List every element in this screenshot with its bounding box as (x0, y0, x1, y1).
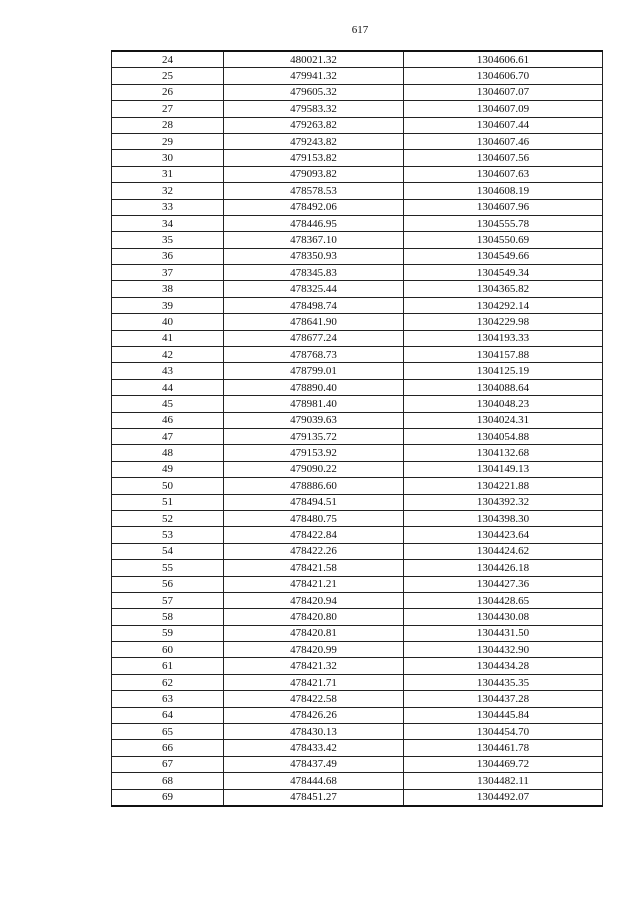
table-row (112, 592, 603, 608)
point-number-cell: 56 (112, 576, 224, 592)
point-number-cell: 50 (112, 478, 224, 494)
y-coordinate-cell: 1304555.78 (404, 215, 603, 231)
y-coordinate-cell: 1304492.07 (404, 789, 603, 806)
x-coordinate-cell: 479941.32 (224, 68, 404, 84)
y-coordinate-cell: 1304193.33 (404, 330, 603, 346)
x-coordinate-cell: 478492.06 (224, 199, 404, 215)
y-coordinate-cell: 1304549.34 (404, 265, 603, 281)
coordinates-table-body (112, 51, 603, 806)
point-number-cell: 26 (112, 84, 224, 100)
table-row (112, 51, 603, 68)
y-coordinate-cell: 1304469.72 (404, 756, 603, 772)
table-row (112, 527, 603, 543)
x-coordinate-cell: 478890.40 (224, 379, 404, 395)
y-coordinate-cell: 1304125.19 (404, 363, 603, 379)
y-coordinate-cell: 1304432.90 (404, 642, 603, 658)
point-number-cell: 42 (112, 347, 224, 363)
table-row (112, 773, 603, 789)
x-coordinate-cell: 478325.44 (224, 281, 404, 297)
point-number-cell: 63 (112, 691, 224, 707)
y-coordinate-cell: 1304608.19 (404, 183, 603, 199)
table-row (112, 560, 603, 576)
coordinates-table (111, 50, 603, 807)
table-row (112, 379, 603, 395)
y-coordinate-cell: 1304157.88 (404, 347, 603, 363)
y-coordinate-cell: 1304088.64 (404, 379, 603, 395)
x-coordinate-cell: 479605.32 (224, 84, 404, 100)
y-coordinate-cell: 1304454.70 (404, 724, 603, 740)
y-coordinate-cell: 1304607.07 (404, 84, 603, 100)
table-row (112, 707, 603, 723)
table-row (112, 199, 603, 215)
table-row (112, 232, 603, 248)
point-number-cell: 67 (112, 756, 224, 772)
x-coordinate-cell: 478420.99 (224, 642, 404, 658)
x-coordinate-cell: 478498.74 (224, 297, 404, 313)
y-coordinate-cell: 1304132.68 (404, 445, 603, 461)
point-number-cell: 51 (112, 494, 224, 510)
y-coordinate-cell: 1304292.14 (404, 297, 603, 313)
point-number-cell: 25 (112, 68, 224, 84)
y-coordinate-cell: 1304392.32 (404, 494, 603, 510)
x-coordinate-cell: 478420.81 (224, 625, 404, 641)
x-coordinate-cell: 478451.27 (224, 789, 404, 806)
x-coordinate-cell: 478421.21 (224, 576, 404, 592)
table-row (112, 789, 603, 806)
x-coordinate-cell: 478433.42 (224, 740, 404, 756)
x-coordinate-cell: 478480.75 (224, 510, 404, 526)
y-coordinate-cell: 1304054.88 (404, 428, 603, 444)
x-coordinate-cell: 478446.95 (224, 215, 404, 231)
table-row (112, 756, 603, 772)
table-row (112, 625, 603, 641)
table-row (112, 543, 603, 559)
y-coordinate-cell: 1304229.98 (404, 314, 603, 330)
y-coordinate-cell: 1304048.23 (404, 396, 603, 412)
x-coordinate-cell: 479263.82 (224, 117, 404, 133)
x-coordinate-cell: 478350.93 (224, 248, 404, 264)
y-coordinate-cell: 1304606.61 (404, 51, 603, 68)
point-number-cell: 27 (112, 101, 224, 117)
table-row (112, 642, 603, 658)
x-coordinate-cell: 480021.32 (224, 51, 404, 68)
table-row (112, 691, 603, 707)
x-coordinate-cell: 478420.80 (224, 609, 404, 625)
x-coordinate-cell: 478641.90 (224, 314, 404, 330)
point-number-cell: 41 (112, 330, 224, 346)
table-row (112, 412, 603, 428)
point-number-cell: 68 (112, 773, 224, 789)
y-coordinate-cell: 1304607.63 (404, 166, 603, 182)
y-coordinate-cell: 1304430.08 (404, 609, 603, 625)
y-coordinate-cell: 1304607.44 (404, 117, 603, 133)
x-coordinate-cell: 478886.60 (224, 478, 404, 494)
y-coordinate-cell: 1304461.78 (404, 740, 603, 756)
point-number-cell: 49 (112, 461, 224, 477)
point-number-cell: 28 (112, 117, 224, 133)
table-row (112, 478, 603, 494)
point-number-cell: 69 (112, 789, 224, 806)
table-row (112, 133, 603, 149)
y-coordinate-cell: 1304437.28 (404, 691, 603, 707)
x-coordinate-cell: 478768.73 (224, 347, 404, 363)
table-row (112, 248, 603, 264)
x-coordinate-cell: 479039.63 (224, 412, 404, 428)
point-number-cell: 62 (112, 674, 224, 690)
x-coordinate-cell: 478444.68 (224, 773, 404, 789)
point-number-cell: 58 (112, 609, 224, 625)
page-number: 617 (351, 24, 369, 36)
point-number-cell: 54 (112, 543, 224, 559)
point-number-cell: 44 (112, 379, 224, 395)
x-coordinate-cell: 479093.82 (224, 166, 404, 182)
point-number-cell: 60 (112, 642, 224, 658)
table-row (112, 494, 603, 510)
table-row (112, 297, 603, 313)
table-row (112, 101, 603, 117)
table-row (112, 658, 603, 674)
table-row (112, 314, 603, 330)
x-coordinate-cell: 478430.13 (224, 724, 404, 740)
point-number-cell: 45 (112, 396, 224, 412)
y-coordinate-cell: 1304427.36 (404, 576, 603, 592)
x-coordinate-cell: 479243.82 (224, 133, 404, 149)
point-number-cell: 48 (112, 445, 224, 461)
table-row (112, 674, 603, 690)
x-coordinate-cell: 478437.49 (224, 756, 404, 772)
point-number-cell: 39 (112, 297, 224, 313)
table-row (112, 363, 603, 379)
x-coordinate-cell: 478345.83 (224, 265, 404, 281)
table-row (112, 445, 603, 461)
x-coordinate-cell: 479583.32 (224, 101, 404, 117)
y-coordinate-cell: 1304550.69 (404, 232, 603, 248)
x-coordinate-cell: 478677.24 (224, 330, 404, 346)
point-number-cell: 59 (112, 625, 224, 641)
point-number-cell: 65 (112, 724, 224, 740)
point-number-cell: 47 (112, 428, 224, 444)
table-row (112, 396, 603, 412)
table-row (112, 166, 603, 182)
y-coordinate-cell: 1304424.62 (404, 543, 603, 559)
table-row (112, 281, 603, 297)
point-number-cell: 31 (112, 166, 224, 182)
table-row (112, 461, 603, 477)
y-coordinate-cell: 1304434.28 (404, 658, 603, 674)
x-coordinate-cell: 478494.51 (224, 494, 404, 510)
point-number-cell: 29 (112, 133, 224, 149)
x-coordinate-cell: 478422.84 (224, 527, 404, 543)
point-number-cell: 32 (112, 183, 224, 199)
y-coordinate-cell: 1304435.35 (404, 674, 603, 690)
table-row (112, 724, 603, 740)
point-number-cell: 61 (112, 658, 224, 674)
point-number-cell: 64 (112, 707, 224, 723)
point-number-cell: 52 (112, 510, 224, 526)
x-coordinate-cell: 478367.10 (224, 232, 404, 248)
table-row (112, 609, 603, 625)
table-row (112, 215, 603, 231)
table-row (112, 150, 603, 166)
point-number-cell: 40 (112, 314, 224, 330)
table-row (112, 84, 603, 100)
point-number-cell: 35 (112, 232, 224, 248)
point-number-cell: 38 (112, 281, 224, 297)
x-coordinate-cell: 478420.94 (224, 592, 404, 608)
y-coordinate-cell: 1304221.88 (404, 478, 603, 494)
y-coordinate-cell: 1304426.18 (404, 560, 603, 576)
point-number-cell: 53 (112, 527, 224, 543)
y-coordinate-cell: 1304607.46 (404, 133, 603, 149)
x-coordinate-cell: 478426.26 (224, 707, 404, 723)
table-row (112, 740, 603, 756)
x-coordinate-cell: 478799.01 (224, 363, 404, 379)
point-number-cell: 46 (112, 412, 224, 428)
table-row (112, 347, 603, 363)
table-row (112, 117, 603, 133)
x-coordinate-cell: 478421.32 (224, 658, 404, 674)
point-number-cell: 66 (112, 740, 224, 756)
y-coordinate-cell: 1304398.30 (404, 510, 603, 526)
table-row (112, 330, 603, 346)
point-number-cell: 57 (112, 592, 224, 608)
x-coordinate-cell: 479153.82 (224, 150, 404, 166)
point-number-cell: 43 (112, 363, 224, 379)
y-coordinate-cell: 1304149.13 (404, 461, 603, 477)
y-coordinate-cell: 1304482.11 (404, 773, 603, 789)
point-number-cell: 24 (112, 51, 224, 68)
y-coordinate-cell: 1304365.82 (404, 281, 603, 297)
y-coordinate-cell: 1304607.56 (404, 150, 603, 166)
y-coordinate-cell: 1304024.31 (404, 412, 603, 428)
table-row (112, 183, 603, 199)
x-coordinate-cell: 479153.92 (224, 445, 404, 461)
y-coordinate-cell: 1304428.65 (404, 592, 603, 608)
x-coordinate-cell: 478421.58 (224, 560, 404, 576)
point-number-cell: 33 (112, 199, 224, 215)
table-row (112, 428, 603, 444)
x-coordinate-cell: 479090.22 (224, 461, 404, 477)
table-row (112, 576, 603, 592)
y-coordinate-cell: 1304606.70 (404, 68, 603, 84)
x-coordinate-cell: 478422.58 (224, 691, 404, 707)
point-number-cell: 36 (112, 248, 224, 264)
x-coordinate-cell: 478421.71 (224, 674, 404, 690)
y-coordinate-cell: 1304423.64 (404, 527, 603, 543)
y-coordinate-cell: 1304607.09 (404, 101, 603, 117)
y-coordinate-cell: 1304607.96 (404, 199, 603, 215)
y-coordinate-cell: 1304431.50 (404, 625, 603, 641)
table-row (112, 510, 603, 526)
point-number-cell: 37 (112, 265, 224, 281)
x-coordinate-cell: 478981.40 (224, 396, 404, 412)
table-row (112, 265, 603, 281)
table-row (112, 68, 603, 84)
point-number-cell: 55 (112, 560, 224, 576)
point-number-cell: 34 (112, 215, 224, 231)
point-number-cell: 30 (112, 150, 224, 166)
y-coordinate-cell: 1304549.66 (404, 248, 603, 264)
x-coordinate-cell: 478578.53 (224, 183, 404, 199)
x-coordinate-cell: 478422.26 (224, 543, 404, 559)
y-coordinate-cell: 1304445.84 (404, 707, 603, 723)
x-coordinate-cell: 479135.72 (224, 428, 404, 444)
